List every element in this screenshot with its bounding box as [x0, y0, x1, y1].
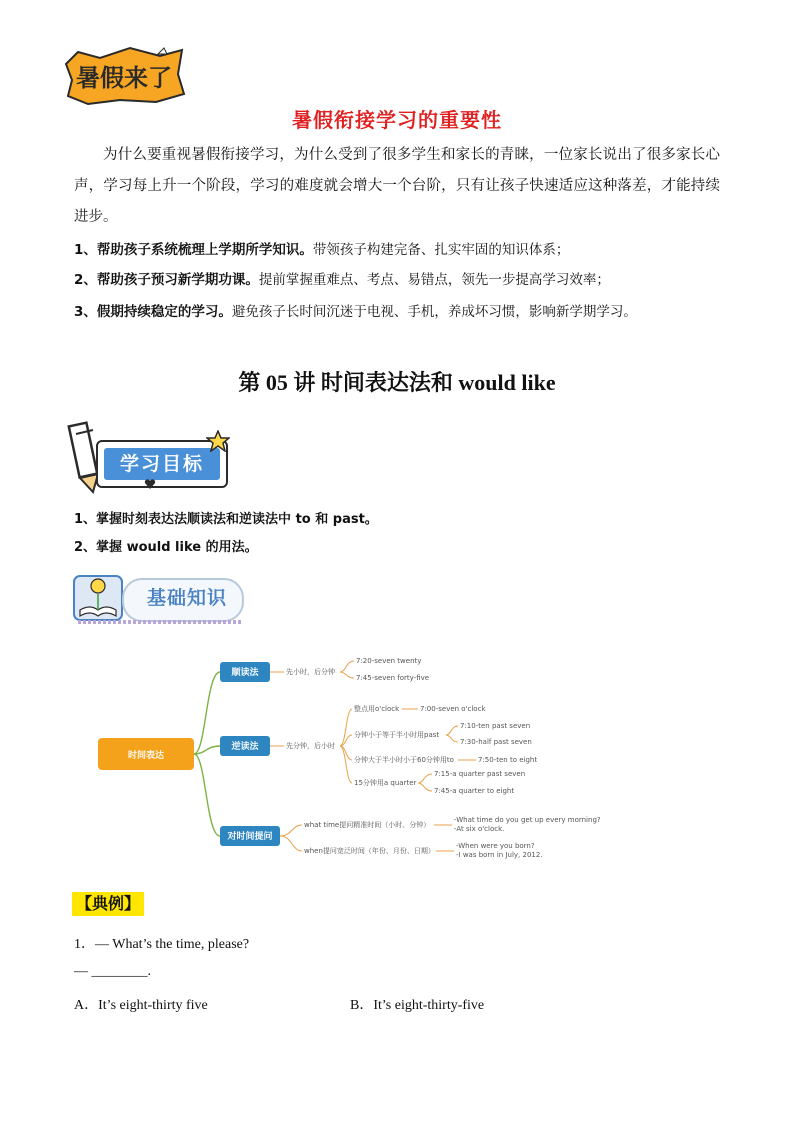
svg-text:7:30-half past seven: 7:30-half past seven — [460, 738, 532, 746]
goal-item-2: 2、掌握 would like 的用法。 — [74, 540, 258, 555]
svg-text:先分钟，后小时: 先分钟，后小时 — [286, 742, 335, 750]
svg-text:7:20-seven twenty: 7:20-seven twenty — [356, 657, 422, 665]
svg-text:-What time do you get up every: -What time do you get up every morning? — [454, 816, 601, 824]
star-icon — [206, 430, 230, 452]
book-bulb-icon — [72, 572, 128, 624]
answer-blank: — ________. — [74, 964, 151, 979]
svg-text:逆读法: 逆读法 — [231, 742, 259, 752]
point-2: 2、帮助孩子预习新学期功课。提前掌握重难点、考点、易错点，领先一步提高学习效率； — [74, 272, 610, 288]
intro-paragraph: 为什么要重视暑假衔接学习，为什么受到了很多学生和家长的青睐，一位家长说出了很多家长心声，学习每上升一个阶段，学习的难度就会增大一个台阶，只有让孩子快速适应这种落差，才能持续进步。 — [74, 147, 720, 225]
time-expression-mindmap — [96, 650, 706, 865]
page-title: 暑假衔接学习的重要性 — [292, 108, 502, 132]
svg-text:-When were you born?: -When were you born? — [456, 842, 535, 850]
svg-text:7:15-a quarter past seven: 7:15-a quarter past seven — [434, 770, 526, 778]
svg-text:顺读法: 顺读法 — [231, 668, 259, 678]
example-question: 1．— What’s the time, please? — [74, 937, 250, 952]
svg-text:-At six o'clock.: -At six o'clock. — [454, 825, 505, 833]
option-b[interactable]: B．It’s eight-thirty-five — [350, 998, 485, 1013]
svg-text:对时间提问: 对时间提问 — [227, 832, 273, 842]
svg-text:-I was born in July, 2012.: -I was born in July, 2012. — [456, 851, 543, 859]
logo-text: 暑假来了 — [76, 64, 172, 92]
heart-icon — [144, 478, 156, 490]
point-1: 1、帮助孩子系统梳理上学期所学知识。带领孩子构建完备、扎实牢固的知识体系； — [74, 242, 570, 258]
option-a[interactable]: A．It’s eight-thirty five — [74, 998, 208, 1013]
goal-item-1: 1、掌握时刻表达法顺读法和逆读法中 to 和 past。 — [74, 512, 378, 527]
point-3: 3、假期持续稳定的学习。避免孩子长时间沉迷于电视、手机，养成坏习惯，影响新学期学习。 — [74, 304, 637, 320]
basic-knowledge-label: 基础知识 — [146, 587, 227, 609]
svg-text:7:50-ten to eight: 7:50-ten to eight — [478, 756, 538, 764]
goal-label: 学习目标 — [104, 448, 220, 480]
example-tag: 【典例】 — [72, 892, 144, 916]
svg-text:时间表达: 时间表达 — [127, 751, 165, 761]
svg-text:7:45-a quarter to eight: 7:45-a quarter to eight — [434, 787, 515, 795]
svg-text:7:10-ten past seven: 7:10-ten past seven — [460, 722, 531, 730]
svg-text:15分钟用a quarter: 15分钟用a quarter — [354, 779, 417, 787]
svg-text:7:45-seven forty-five: 7:45-seven forty-five — [356, 674, 430, 682]
svg-text:7:00-seven o'clock: 7:00-seven o'clock — [420, 705, 486, 713]
svg-text:先小时，后分钟: 先小时，后分钟 — [286, 668, 335, 676]
svg-text:整点用o'clock: 整点用o'clock — [354, 705, 400, 713]
basic-knowledge-header — [72, 572, 244, 624]
svg-text:what time提问精准时间（小时、分钟）: what time提问精准时间（小时、分钟） — [304, 821, 431, 829]
svg-text:分钟大于半小时小于60分钟用to: 分钟大于半小时小于60分钟用to — [354, 756, 454, 764]
lesson-title: 第 05 讲 时间表达法和 would like — [238, 370, 556, 395]
svg-text:when提问宽泛时间（年份、月份、日期）: when提问宽泛时间（年份、月份、日期） — [304, 847, 435, 855]
summer-logo — [60, 44, 188, 108]
svg-text:分钟小于等于半小时用past: 分钟小于等于半小时用past — [354, 731, 440, 739]
